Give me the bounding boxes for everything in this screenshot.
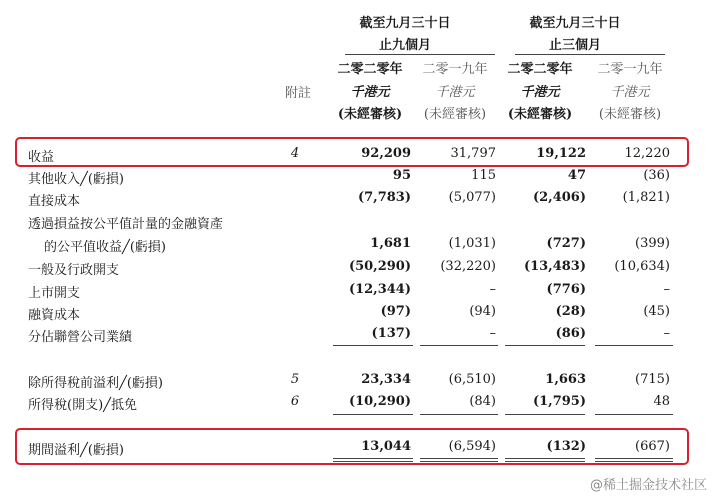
cell: (97)	[380, 304, 411, 319]
cell: (10,290)	[348, 394, 411, 409]
cell: 95	[392, 168, 411, 183]
header-group1-period: 止九個月	[378, 38, 431, 53]
cell: (2,406)	[532, 190, 586, 205]
cell: (84)	[469, 394, 496, 409]
cell: 47	[567, 168, 586, 183]
cell: (137)	[371, 326, 411, 341]
col3-audit: (未經審核)	[507, 107, 573, 122]
row-note-pbt: 5	[290, 372, 300, 387]
cell: (6,594)	[448, 439, 496, 454]
double-rule	[595, 461, 673, 462]
row-label-other-income: 其他收入╱(虧損)	[28, 172, 124, 187]
row-label-finance-cost: 融資成本	[28, 308, 81, 323]
col4-audit: (未經審核)	[598, 107, 662, 122]
total-rule	[505, 414, 585, 415]
col1-audit: (未經審核)	[337, 107, 403, 122]
cell: (10,634)	[614, 259, 670, 274]
cell: (132)	[546, 439, 586, 454]
cell: 23,334	[361, 372, 411, 387]
subtotal-rule	[420, 345, 498, 346]
row-label-period-profit: 期間溢利╱(虧損)	[28, 443, 124, 458]
cell: (36)	[643, 168, 670, 183]
double-rule	[595, 458, 673, 459]
col2-unit: 千港元	[435, 85, 475, 100]
row-label-revenue: 收益	[28, 150, 55, 165]
cell: (32,220)	[440, 259, 496, 274]
cell: (715)	[635, 372, 670, 387]
cell: –	[663, 326, 670, 341]
row-note-income-tax: 6	[290, 394, 300, 409]
row-label-income-tax: 所得稅(開支)╱抵免	[28, 398, 137, 413]
row-note-revenue: 4	[290, 146, 300, 161]
total-rule	[333, 414, 413, 415]
double-rule	[333, 461, 413, 462]
double-rule	[420, 461, 498, 462]
cell: 92,209	[361, 146, 411, 161]
cell: –	[663, 282, 670, 297]
header-group2-period: 止三個月	[548, 38, 601, 53]
cell: 1,681	[370, 236, 411, 251]
double-rule	[420, 458, 498, 459]
cell: 115	[471, 168, 496, 183]
cell: 19,122	[536, 146, 586, 161]
cell: (94)	[469, 304, 496, 319]
cell: (1,795)	[532, 394, 586, 409]
header-rule-1	[345, 54, 495, 55]
cell: 48	[653, 394, 670, 409]
col4-unit: 千港元	[610, 85, 650, 100]
header-rule-2	[515, 54, 665, 55]
cell: (776)	[546, 282, 586, 297]
cell: 1,663	[545, 372, 586, 387]
double-rule	[505, 461, 585, 462]
double-rule	[333, 458, 413, 459]
subtotal-rule	[505, 345, 585, 346]
cell: –	[489, 282, 496, 297]
total-rule	[420, 414, 498, 415]
col2-year: 二零一九年	[422, 62, 488, 77]
cell: (399)	[635, 236, 670, 251]
col1-unit: 千港元	[350, 85, 390, 100]
row-label-listing-expense: 上市開支	[28, 286, 81, 301]
subtotal-rule	[595, 345, 673, 346]
cell: (12,344)	[348, 282, 411, 297]
header-group1-title: 截至九月三十日	[359, 16, 451, 31]
row-label-fv-gain: 的公平值收益╱(虧損)	[44, 240, 166, 255]
col4-year: 二零一九年	[597, 62, 663, 77]
col3-unit: 千港元	[520, 85, 560, 100]
cell: (1,031)	[448, 236, 496, 251]
cell: (5,077)	[448, 190, 496, 205]
row-label-admin-expense: 一般及行政開支	[28, 263, 120, 278]
col1-year: 二零二零年	[337, 62, 403, 77]
header-group2-title: 截至九月三十日	[529, 16, 621, 31]
row-label-direct-cost: 直接成本	[28, 194, 81, 209]
cell: (727)	[546, 236, 586, 251]
col2-audit: (未經審核)	[423, 107, 487, 122]
total-rule	[595, 414, 673, 415]
cell: (7,783)	[357, 190, 411, 205]
watermark: @稀土掘金技术社区	[590, 478, 708, 493]
cell: (1,821)	[622, 190, 670, 205]
col3-year: 二零二零年	[507, 62, 573, 77]
cell: 13,044	[361, 439, 411, 454]
row-label-pbt: 除所得稅前溢利╱(虧損)	[28, 376, 163, 391]
cell: (45)	[643, 304, 670, 319]
double-rule	[505, 458, 585, 459]
cell: (667)	[635, 439, 670, 454]
cell: (28)	[555, 304, 586, 319]
cell: (50,290)	[348, 259, 411, 274]
row-label-associate-results: 分佔聯營公司業績	[28, 330, 133, 345]
cell: (13,483)	[523, 259, 586, 274]
cell: 12,220	[624, 146, 670, 161]
subtotal-rule	[333, 345, 413, 346]
row-label-fvtpl: 透過損益按公平值計量的金融資產	[28, 217, 224, 232]
cell: (86)	[555, 326, 586, 341]
cell: 31,797	[450, 146, 496, 161]
header-note-col: 附註	[284, 86, 311, 101]
cell: –	[489, 326, 496, 341]
cell: (6,510)	[448, 372, 496, 387]
